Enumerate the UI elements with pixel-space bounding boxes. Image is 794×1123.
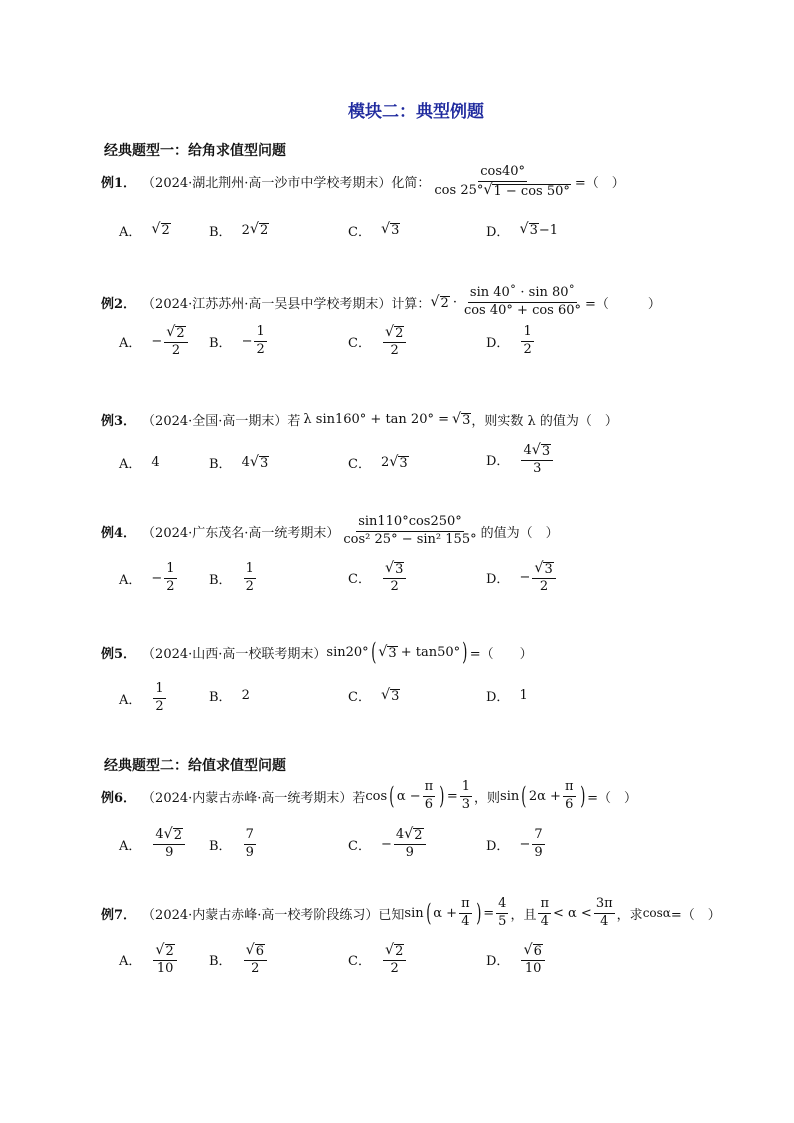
- q2-option-c[interactable]: C． √ 2 2: [348, 325, 408, 359]
- q5-option-b[interactable]: B． 2: [209, 688, 250, 705]
- question-5: 例5． （2024·山西·高一校联考期末） sin20° ( √ 3 + tan50° ) =（ ）: [101, 637, 533, 666]
- question-2: 例2． （2024·江苏苏州·高一吴县中学校考期末）计算： √ 2 · $\frac{\sin 40˚ \cdot \sin 80˚}{\cos 40^\circ + \cos 60^\circ}$ =（ ）: [101, 285, 661, 318]
- q2-option-b[interactable]: B． − $\frac{1}{2}$: [209, 324, 265, 357]
- q6-option-d[interactable]: D． − $\frac{7}{9}$: [486, 826, 543, 860]
- section-heading-1: 经典题型一：给角求值型问题: [104, 143, 286, 159]
- q6-option-b[interactable]: B． $\frac{7}{9}$: [209, 826, 254, 860]
- question-7: 例7． （2024·内蒙古赤峰·高一校考阶段练习）已知 sin ( α + $\frac{\pi}{4}$ ) = $\frac{4}{5}$ ，且 $\frac{\pi}{4}$ < α < $\frac{3\pi}{4}$ ，求 cosα =（ ）: [101, 896, 721, 929]
- q5-option-c[interactable]: C． √ 3: [348, 686, 400, 705]
- page-title: 模块二：典型例题: [348, 102, 484, 122]
- q4-option-c[interactable]: C． √ 3 2: [348, 561, 408, 595]
- q6-option-a[interactable]: A． 4 √ 2 9: [119, 827, 187, 861]
- q3-option-d[interactable]: D． 4 √ 3 3: [486, 443, 555, 477]
- question-1: 例1． （2024·湖北荆州·高一沙市中学校考期末）化简： cos40° cos 25° √ 1 − cos 50° =（ ）: [101, 164, 625, 199]
- q3-option-a[interactable]: A． 4: [119, 455, 160, 472]
- question-3: 例3． （2024·全国·高一期末）若 λ sin160° + tan 20° = √ 3 ，则实数 λ 的值为（ ）: [101, 410, 618, 429]
- q4-option-a[interactable]: A． − $\frac{1}{2}$: [119, 560, 175, 594]
- q3-option-c[interactable]: C． 2 √ 3: [348, 453, 408, 472]
- q5-option-d[interactable]: D． 1: [486, 688, 528, 705]
- q1-option-b[interactable]: B． 2 √ 2: [209, 221, 269, 240]
- q6-option-c[interactable]: C． − 4 √ 2 9: [348, 827, 428, 861]
- question-4: 例4． （2024·广东茂名·高一统考期末） $\frac{\sin 110^\circ\cos 250^\circ}{\text{cos² 25° − sin² 155°}}$ 的值为（ ）: [101, 514, 559, 547]
- q1-option-d[interactable]: D． √ 3 −1: [486, 221, 559, 240]
- q7-option-b[interactable]: B． √ 6 2: [209, 943, 269, 977]
- q7-option-c[interactable]: C． √ 2 2: [348, 943, 408, 977]
- q4-option-d[interactable]: D． − √ 3 2: [486, 561, 558, 595]
- section-heading-2: 经典题型二：给值求值型问题: [104, 758, 286, 774]
- q5-option-a[interactable]: A． $\frac{1}{2}$: [119, 680, 164, 714]
- q2-option-d[interactable]: D． $\frac{1}{2}$: [486, 324, 532, 357]
- q1-option-c[interactable]: C． √ 3: [348, 221, 400, 240]
- question-6: 例6． （2024·内蒙古赤峰·高一统考期末）若 cos ( α − $\frac{\pi}{6}$ ) = $\frac{1}{3}$ ，则 sin ( 2α + $\frac{\pi}{6}$ ) =（ ）: [101, 779, 638, 812]
- q7-option-d[interactable]: D． √ 6 10: [486, 943, 547, 977]
- q4-option-b[interactable]: B． $\frac{1}{2}$: [209, 560, 254, 594]
- q7-option-a[interactable]: A． √ 2 10: [119, 943, 179, 977]
- q3-option-b[interactable]: B． 4 √ 3: [209, 453, 269, 472]
- q1-fraction: cos40° cos 25° √ 1 − cos 50°: [434, 164, 570, 199]
- q1-option-a[interactable]: A． √ 2: [119, 221, 170, 240]
- q2-option-a[interactable]: A． − √ 2 2: [119, 325, 190, 359]
